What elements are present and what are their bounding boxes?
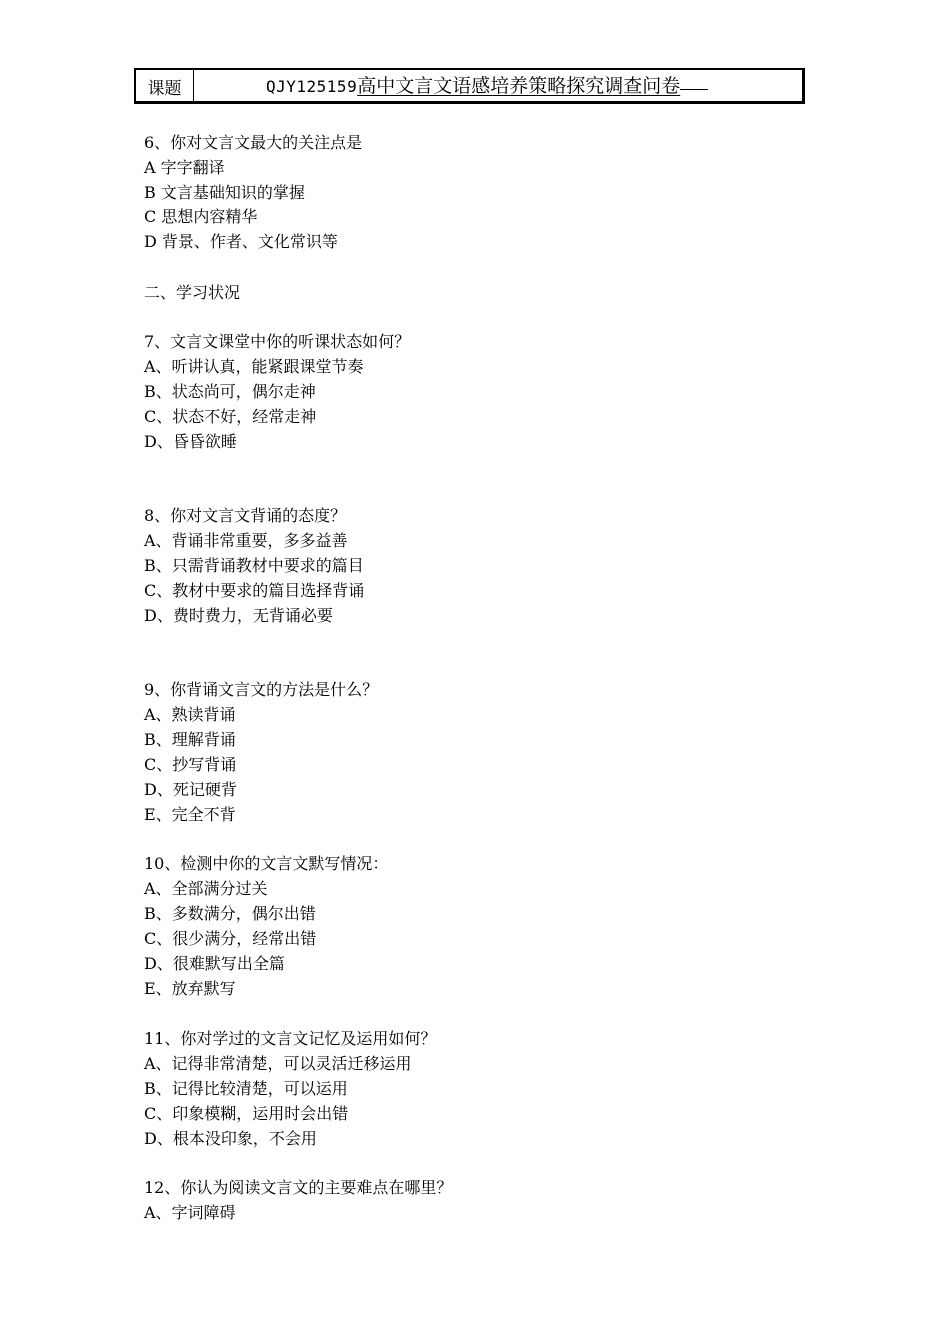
option-9d: D、死记硬背	[144, 780, 237, 799]
option-10b: B、多数满分，偶尔出错	[144, 904, 316, 923]
option-11a: A、记得非常清楚，可以灵活迁移运用	[144, 1054, 412, 1073]
option-10e: E、放弃默写	[144, 979, 236, 998]
option-9a: A、熟读背诵	[144, 705, 236, 724]
option-7d: D、昏昏欲睡	[144, 432, 237, 451]
option-6c: C 思想内容精华	[144, 207, 258, 226]
question-8: 8、你对文言文背诵的态度？	[144, 506, 347, 525]
option-11c: C、印象模糊，运用时会出错	[144, 1104, 349, 1123]
option-8d: D、费时费力，无背诵必要	[144, 606, 333, 625]
option-12a: A、字词障碍	[144, 1203, 236, 1222]
question-10: 10、检测中你的文言文默写情况：	[144, 854, 389, 873]
option-8c: C、教材中要求的篇目选择背诵	[144, 581, 365, 600]
option-11d: D、根本没印象，不会用	[144, 1129, 317, 1148]
header-table	[134, 68, 805, 104]
option-10a: A、全部满分过关	[144, 879, 268, 898]
underline-filler	[680, 71, 708, 90]
header-title	[194, 70, 802, 101]
option-7b: B、状态尚可，偶尔走神	[144, 382, 316, 401]
option-7a: A、听讲认真，能紧跟课堂节奏	[144, 357, 364, 376]
question-6: 6、你对文言文最大的关注点是	[144, 133, 363, 152]
question-7: 7、文言文课堂中你的听课状态如何？	[144, 332, 411, 351]
option-6a: A 字字翻译	[144, 158, 225, 177]
option-9b: B、理解背诵	[144, 730, 236, 749]
option-9e: E、完全不背	[144, 805, 236, 824]
header-title-text: 高中文言文语感培养策略探究调查问卷	[357, 75, 681, 97]
option-6d: D 背景、作者、文化常识等	[144, 232, 338, 251]
question-11: 11、你对学过的文言文记忆及运用如何？	[144, 1029, 437, 1048]
header-code: QJY125159	[266, 77, 358, 96]
option-10d: D、很难默写出全篇	[144, 954, 285, 973]
section-heading: 二、学习状况	[144, 283, 241, 302]
question-12: 12、你认为阅读文言文的主要难点在哪里？	[144, 1178, 453, 1197]
option-11b: B、记得比较清楚，可以运用	[144, 1079, 348, 1098]
option-8b: B、只需背诵教材中要求的篇目	[144, 556, 364, 575]
question-9: 9、你背诵文言文的方法是什么？	[144, 680, 379, 699]
option-8a: A、背诵非常重要，多多益善	[144, 531, 348, 550]
header-label: 课题	[136, 70, 194, 101]
option-7c: C、状态不好，经常走神	[144, 407, 317, 426]
option-6b: B 文言基础知识的掌握	[144, 183, 305, 202]
option-10c: C、很少满分，经常出错	[144, 929, 317, 948]
option-9c: C、抄写背诵	[144, 755, 237, 774]
